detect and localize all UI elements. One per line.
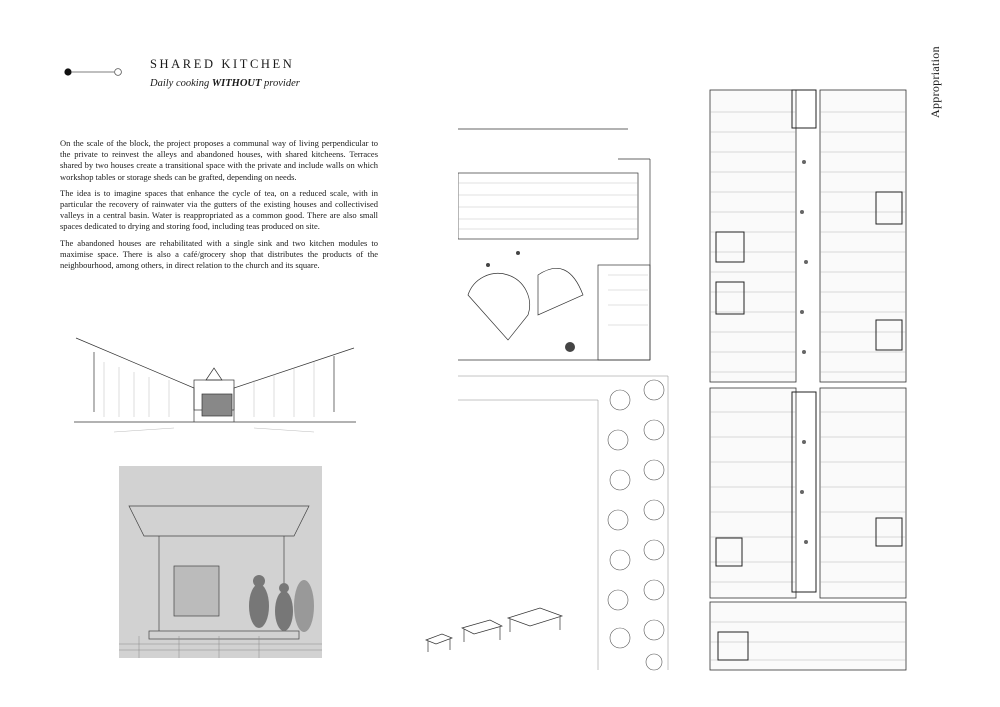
courtyard-plan-drawing [458,125,658,365]
kitchen-perspective-drawing [119,466,322,658]
courtyard-elevation-drawing [74,332,356,434]
block-plan-drawing [706,72,918,675]
paragraph: On the scale of the block, the project proposes a communal way of living perpendicular to the private to reinvest the alleys and abandoned houses, with shared kitcheens. Terraces shared by two houses create a transitional space with the private and include walls on which workshop tables or storage sheds can be grafted, depending on needs. [60,138,378,182]
paragraph: The idea is to imagine spaces that enhance the cycle of tea, on a reduced scale, with in particular the recovery of rainwater via the gutters of the existing houses and collectivised valleys in a central basin. Water is reappropriated as a common good. There are also small spaces dedicated to drying and storing food, including teas produced on site. [60,187,378,232]
timeline-marker [62,66,124,78]
modular-tables-drawing [424,600,569,656]
side-section-label: Appropriation [928,46,942,118]
page-title: SHARED KITCHEN [150,57,295,71]
paragraph: The abandoned houses are rehabilitated with a single sink and two kitchen modules to maximise space. There is also a café/grocery shop that distributes the products of the neighbourhood, among others, in direct relation to the church and its square. [60,237,378,271]
page-subtitle: Daily cooking WITHOUT provider [150,78,300,89]
body-text [60,138,378,276]
